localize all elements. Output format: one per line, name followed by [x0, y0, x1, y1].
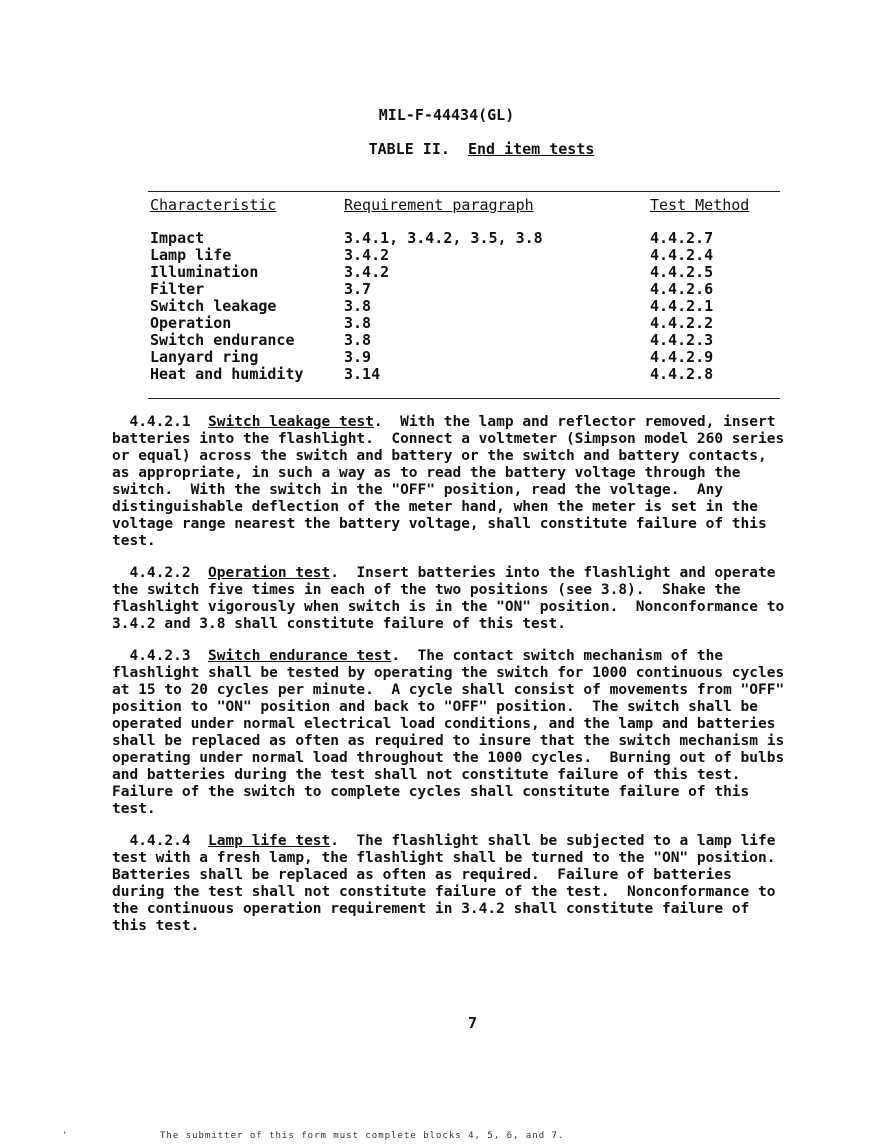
paragraph-operation	[112, 565, 822, 633]
paragraph-body: test with a fresh lamp, the flashlight shall be turned to the "ON" position. Batteries shall be replaced as often as required. Failure of batteries during the test shall not constitute failure of the test. Nonconformance to the continuous operation requirement in 3.4.2 shall constitute failure of this test.	[112, 850, 776, 934]
column-header: Requirement paragraph	[344, 196, 534, 214]
paragraph-lead: . The contact switch mechanism of the	[391, 648, 724, 664]
paragraph-heading: Operation test	[208, 565, 331, 581]
table-cell: Impact	[150, 229, 205, 247]
table-row	[150, 247, 782, 264]
table-top-rule	[148, 191, 780, 192]
table-bottom-rule	[148, 398, 780, 399]
table-cell: 4.4.2.4	[650, 246, 714, 264]
paragraph-heading: Switch endurance test	[208, 648, 392, 664]
table-cell: 3.7	[344, 280, 372, 298]
table-row	[150, 264, 782, 281]
table-cell: 4.4.2.6	[650, 280, 714, 298]
table-cell: Switch leakage	[150, 297, 277, 315]
table-row	[150, 315, 782, 332]
table-cell: 4.4.2.2	[650, 314, 714, 332]
paragraph-number: 4.4.2.3	[129, 648, 191, 664]
paragraph-lead: . Insert batteries into the flashlight and operate	[330, 565, 776, 581]
table-cell: Lamp life	[150, 246, 232, 264]
table-cell: Lanyard ring	[150, 348, 259, 366]
paragraph-lamp-life	[112, 833, 822, 935]
table-cell: 3.14	[344, 365, 381, 383]
table-cell: 3.8	[344, 314, 372, 332]
table-header-row	[150, 193, 782, 217]
edge-mark: '	[62, 1131, 68, 1141]
table-cell: 4.4.2.9	[650, 348, 714, 366]
table-cell: 3.4.1, 3.4.2, 3.5, 3.8	[344, 229, 543, 247]
table-cell: 4.4.2.7	[650, 229, 714, 247]
paragraph-body: batteries into the flashlight. Connect a voltmeter (Simpson model 260 series or equal) across the switch and battery or the switch and battery contacts, as appropriate, in such a way as to read the battery voltage through the switch. With the switch in the "OFF" position, read the voltage. Any distinguishable deflection of the meter hand, when the meter is set in the voltage range nearest the battery voltage, shall constitute failure of this test.	[112, 431, 785, 549]
table-cell: Heat and humidity	[150, 365, 304, 383]
table-row	[150, 366, 782, 383]
paragraph-lead: . The flashlight shall be subjected to a lamp life	[330, 833, 776, 849]
table-cell: 4.4.2.1	[650, 297, 714, 315]
table-row	[150, 332, 782, 349]
table-cell: 3.9	[344, 348, 372, 366]
table-cell: 3.8	[344, 297, 372, 315]
table-row	[150, 298, 782, 315]
end-item-tests-table	[150, 193, 782, 383]
paragraph-body: flashlight shall be tested by operating the switch for 1000 continuous cycles at 15 to 20 cycles per minute. A cycle shall consist of movements from "OFF" position to "ON" position and back to "OFF" position. The switch shall be operated under normal electrical load conditions, and the lamp and batteries shall be replaced as often as required to insure that the switch mechanism is operating under normal load throughout the 1000 cycles. Burning out of bulbs and batteries during the test shall not constitute failure of this test. Failure of the switch to complete cycles shall constitute failure of this test.	[112, 665, 785, 817]
table-cell: Switch endurance	[150, 331, 295, 349]
table-cell: 4.4.2.3	[650, 331, 714, 349]
test-paragraphs	[112, 414, 822, 950]
table-caption: End item tests	[467, 140, 595, 158]
table-cell: Illumination	[150, 263, 259, 281]
paragraph-switch-leakage	[112, 414, 822, 550]
paragraph-heading: Switch leakage test	[208, 414, 374, 430]
page-number: 7	[467, 1014, 478, 1032]
paragraph-number: 4.4.2.4	[129, 833, 191, 849]
paragraph-switch-endurance	[112, 648, 822, 818]
column-header: Characteristic	[150, 196, 277, 214]
table-row	[150, 349, 782, 366]
column-header: Test Method	[650, 196, 750, 214]
table-cell: 3.4.2	[344, 263, 390, 281]
table-cell: 4.4.2.5	[650, 263, 714, 281]
paragraph-heading: Lamp life test	[208, 833, 331, 849]
table-row	[150, 281, 782, 298]
table-cell: Filter	[150, 280, 205, 298]
table-title	[0, 140, 893, 158]
paragraph-number: 4.4.2.1	[129, 414, 191, 430]
table-cell: 4.4.2.8	[650, 365, 714, 383]
paragraph-lead: . With the lamp and reflector removed, insert	[373, 414, 776, 430]
footer-form-fragment: The submitter of this form must complete blocks 4, 5, 6, and 7.	[160, 1131, 565, 1141]
paragraph-number: 4.4.2.2	[129, 565, 191, 581]
table-label: TABLE II.	[368, 140, 450, 158]
table-cell: 3.4.2	[344, 246, 390, 264]
table-cell: Operation	[150, 314, 232, 332]
table-cell: 3.8	[344, 331, 372, 349]
paragraph-body: the switch five times in each of the two positions (see 3.8). Shake the flashlight vigorously when switch is in the "ON" position. Nonconformance to 3.4.2 and 3.8 shall constitute failure of this test.	[112, 582, 785, 632]
document-id: MIL-F-44434(GL)	[378, 106, 515, 124]
table-row	[150, 230, 782, 247]
